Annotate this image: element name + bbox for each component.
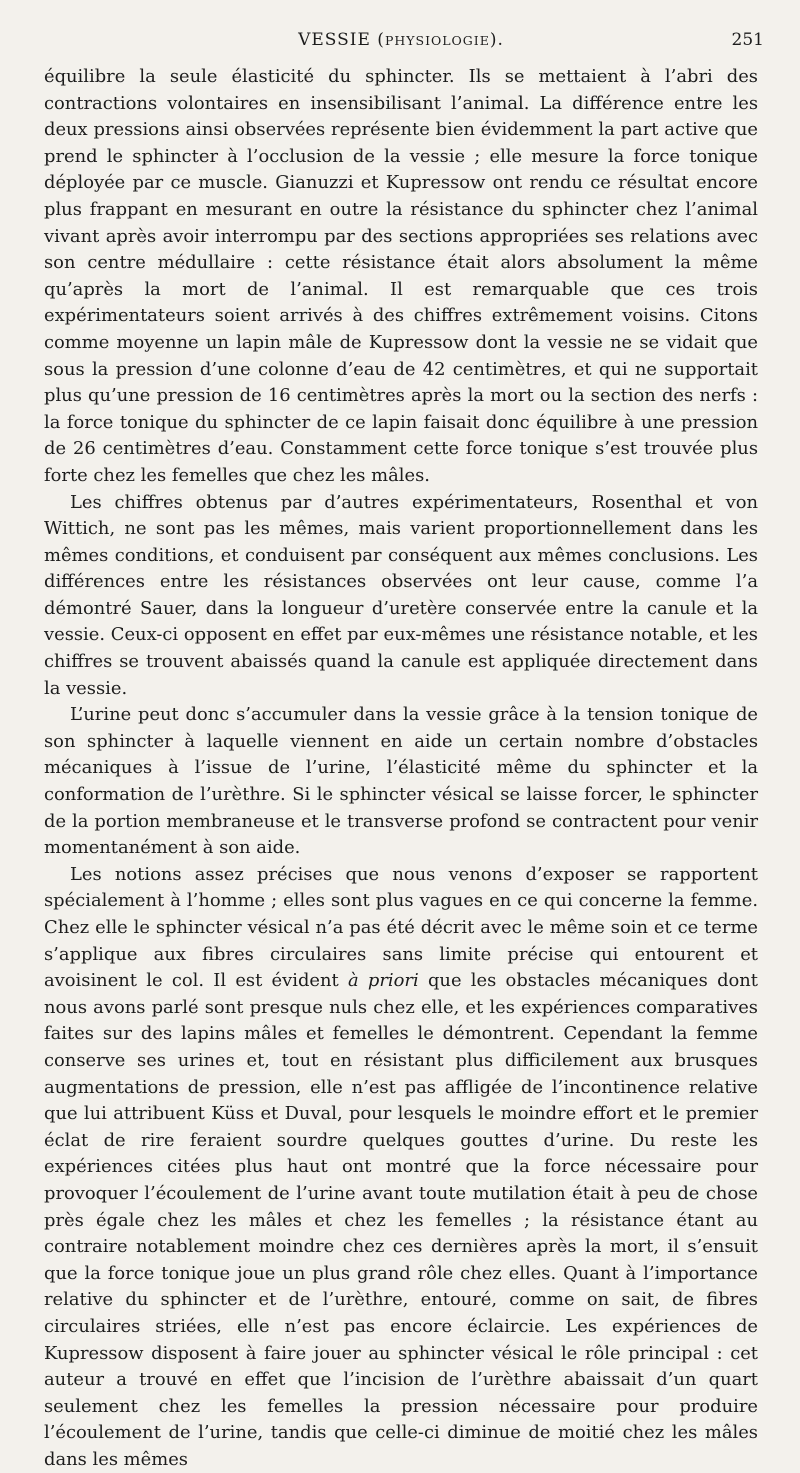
body-text <box>44 64 758 1473</box>
running-title-main: VESSIE <box>298 30 371 50</box>
running-title: VESSIE (PHYSIOLOGIE). <box>298 30 504 50</box>
paragraph-2: Les chiffres obtenus par d’autres expérimentateurs, Rosenthal et von Wittich, ne sont pas les mêmes, mais varient proportionnellement dans les mêmes conditions, et conduisent par conséquent aux mêmes conclusions. Les différences entre les résistances observées ont leur cause, comme l’a démontré Sauer, dans la longueur d’uretère conservée entre la canule et la vessie. Ceux-ci opposent en effet par eux-mêmes une résistance notable, et les chiffres se trouvent abaissés quand la canule est appliquée directement dans la vessie. <box>44 491 758 699</box>
page-number: 251 <box>731 30 764 50</box>
running-title-subtitle: PHYSIOLOGIE <box>384 33 490 48</box>
paragraph-4: Les notions assez précises que nous venons d’exposer se rapportent spécialement à l’homme ; elles sont plus vagues en ce qui concerne la femme. Chez elle le sphincter vésical n’a pas été décrit avec le même soin et ce terme s’applique aux fibres circulaires sans limite précise qui entourent et avoisinent le col. Il est évident à priori que les obstacles mécaniques dont nous avons parlé sont presque nuls chez elle, et les expériences comparatives faites sur des lapins mâles et femelles le démontrent. Cependant la femme conserve ses urines et, tout en résistant plus difficilement aux brusques augmentations de pression, elle n’est pas affligée de l’incontinence relative que lui attribuent Küss et Duval, pour lesquels le moindre effort et le premier éclat de rire feraient sourdre quelques gouttes d’urine. Du reste les expériences citées plus haut ont montré que la force nécessaire pour provoquer l’écoulement de l’urine avant toute mutilation était à peu de chose près égale chez les mâles et chez les femelles ; la résistance étant au contraire notablement moindre chez ces dernières après la mort, il s’ensuit que la force tonique joue un plus grand rôle chez elles. Quant à l’importance relative du sphincter et de l’urèthre, entouré, comme on sait, de fibres circulaires striées, elle n’est pas encore éclaircie. Les expériences de Kupressow disposent à faire jouer au sphincter vésical le rôle principal : cet auteur a trouvé en effet que l’incision de l’urèthre abaissait d’un quart seulement chez les femelles la pression nécessaire pour produire l’écoulement de l’urine, tandis que celle-ci diminue de moitié chez les mâles dans les mêmes <box>44 863 759 1470</box>
paragraph-1: équilibre la seule élasticité du sphincter. Ils se mettaient à l’abri des contractions volontaires en insensibilisant l’animal. La différence entre les deux pressions ainsi observées représente bien évidemment la part active que prend le sphincter à l’occlusion de la vessie ; elle mesure la force tonique déployée par ce muscle. Gianuzzi et Kupressow ont rendu ce résultat encore plus frappant en mesurant en outre la résistance du sphincter chez l’animal vivant après avoir interrompu par des sections appropriées ses relations avec son centre médullaire : cette résistance était alors absolument la même qu’après la mort de l’animal. Il est remarquable que ces trois expérimentateurs soient arrivés à des chiffres extrêmement voisins. Citons comme moyenne un lapin mâle de Kupressow dont la vessie ne se vidait que sous la pression d’une colonne d’eau de 42 centimètres, et qui ne supportait plus qu’une pression de 16 centimètres après la mort ou la section des nerfs : la force tonique du sphincter de ce lapin faisait donc équilibre à une pression de 26 centimètres d’eau. Constamment cette force tonique s’est trouvée plus forte chez les femelles que chez les mâles. <box>44 66 758 486</box>
italic-a-priori: à priori <box>348 970 419 992</box>
running-header <box>44 0 764 64</box>
paragraph-3: L’urine peut donc s’accumuler dans la vessie grâce à la tension tonique de son sphincter à laquelle viennent en aide un certain nombre d’obstacles mécaniques à l’issue de l’urine, l’élasticité même du sphincter et la conformation de l’urèthre. Si le sphincter vésical se laisse forcer, le sphincter de la portion membraneuse et le transverse profond se contractent pour venir momentanément à son aide. <box>44 704 758 859</box>
